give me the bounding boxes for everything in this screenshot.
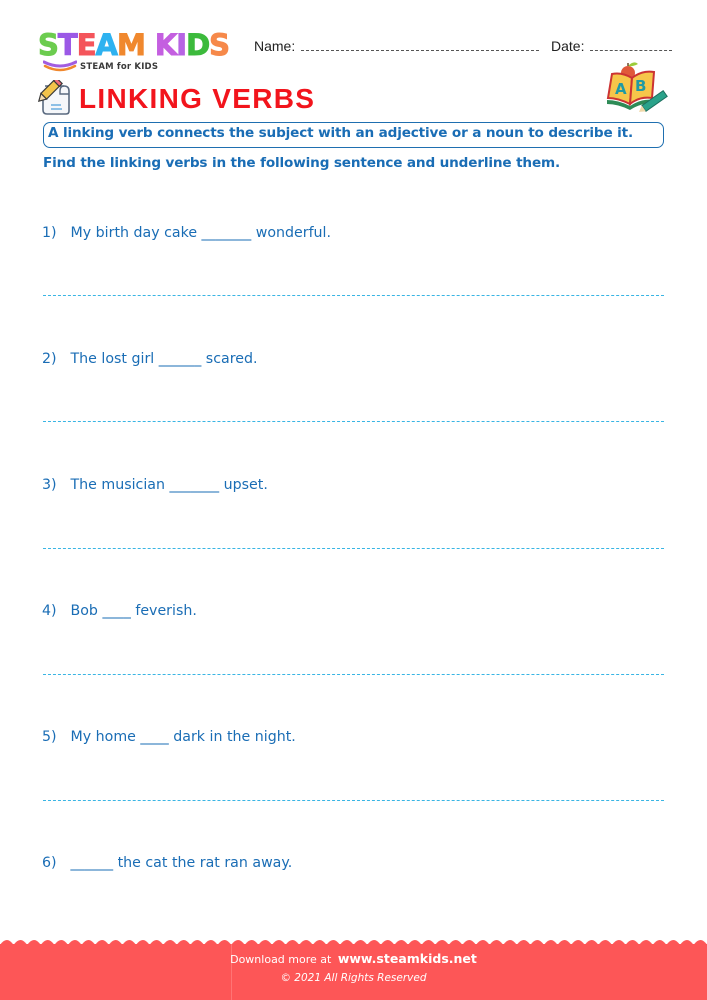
question-number: 2) [42, 351, 57, 367]
download-text: Download more at [230, 953, 332, 966]
question-1 [42, 225, 331, 241]
svg-text:A: A [615, 80, 627, 98]
question-text: My birth day cake _______ wonderful. [70, 225, 332, 241]
answer-line-2[interactable] [43, 421, 664, 422]
question-number: 1) [42, 225, 57, 241]
date-field[interactable] [551, 38, 672, 54]
question-5 [42, 729, 296, 745]
logo-tagline: STEAM for KIDS [80, 62, 159, 72]
pencil-scroll-icon [36, 80, 72, 116]
question-text: ______ the cat the rat ran away. [70, 855, 293, 871]
answer-line-5[interactable] [43, 800, 664, 801]
answer-line-1[interactable] [43, 295, 664, 296]
steam-kids-logo [38, 30, 238, 72]
logo-letter: A [95, 28, 117, 62]
logo-letter: D [186, 28, 210, 62]
question-text: My home ____ dark in the night. [70, 729, 296, 745]
logo-smile-icon [43, 60, 77, 72]
question-2 [42, 351, 257, 367]
logo-letter: T [57, 28, 77, 62]
abc-book-icon [604, 60, 672, 112]
name-label: Name: [254, 38, 296, 54]
worksheet-title: LINKING VERBS [79, 83, 316, 114]
copyright-text: © 2021 All Rights Reserved [280, 972, 427, 984]
logo-letter: S [209, 28, 230, 62]
question-6 [42, 855, 292, 871]
logo-letter: M [116, 28, 145, 62]
logo-letter: K [154, 28, 177, 62]
name-field[interactable] [254, 38, 539, 54]
logo-letter: E [76, 28, 96, 62]
website-link[interactable]: www.steamkids.net [337, 951, 477, 966]
instruction-text: Find the linking verbs in the following sentence and underline them. [43, 155, 561, 171]
question-text: The lost girl ______ scared. [70, 351, 258, 367]
definition-box: A linking verb connects the subject with an adjective or a noun to describe it. [43, 122, 664, 148]
date-blank-line[interactable] [590, 39, 672, 51]
answer-line-4[interactable] [43, 674, 664, 675]
logo-letter: S [38, 28, 58, 62]
logo-letter: I [176, 28, 187, 62]
question-text: The musician _______ upset. [70, 477, 268, 493]
date-label: Date: [551, 38, 585, 54]
footer-banner [0, 944, 707, 1000]
svg-text:B: B [635, 77, 647, 95]
answer-line-3[interactable] [43, 548, 664, 549]
name-blank-line[interactable] [301, 39, 539, 51]
question-number: 3) [42, 477, 57, 493]
logo-wordmark [38, 30, 229, 60]
scallop-edge [0, 937, 707, 945]
question-number: 5) [42, 729, 57, 745]
footer-download [0, 951, 707, 966]
question-3 [42, 477, 268, 493]
question-4 [42, 603, 197, 619]
question-number: 6) [42, 855, 57, 871]
question-text: Bob ____ feverish. [70, 603, 197, 619]
question-number: 4) [42, 603, 57, 619]
